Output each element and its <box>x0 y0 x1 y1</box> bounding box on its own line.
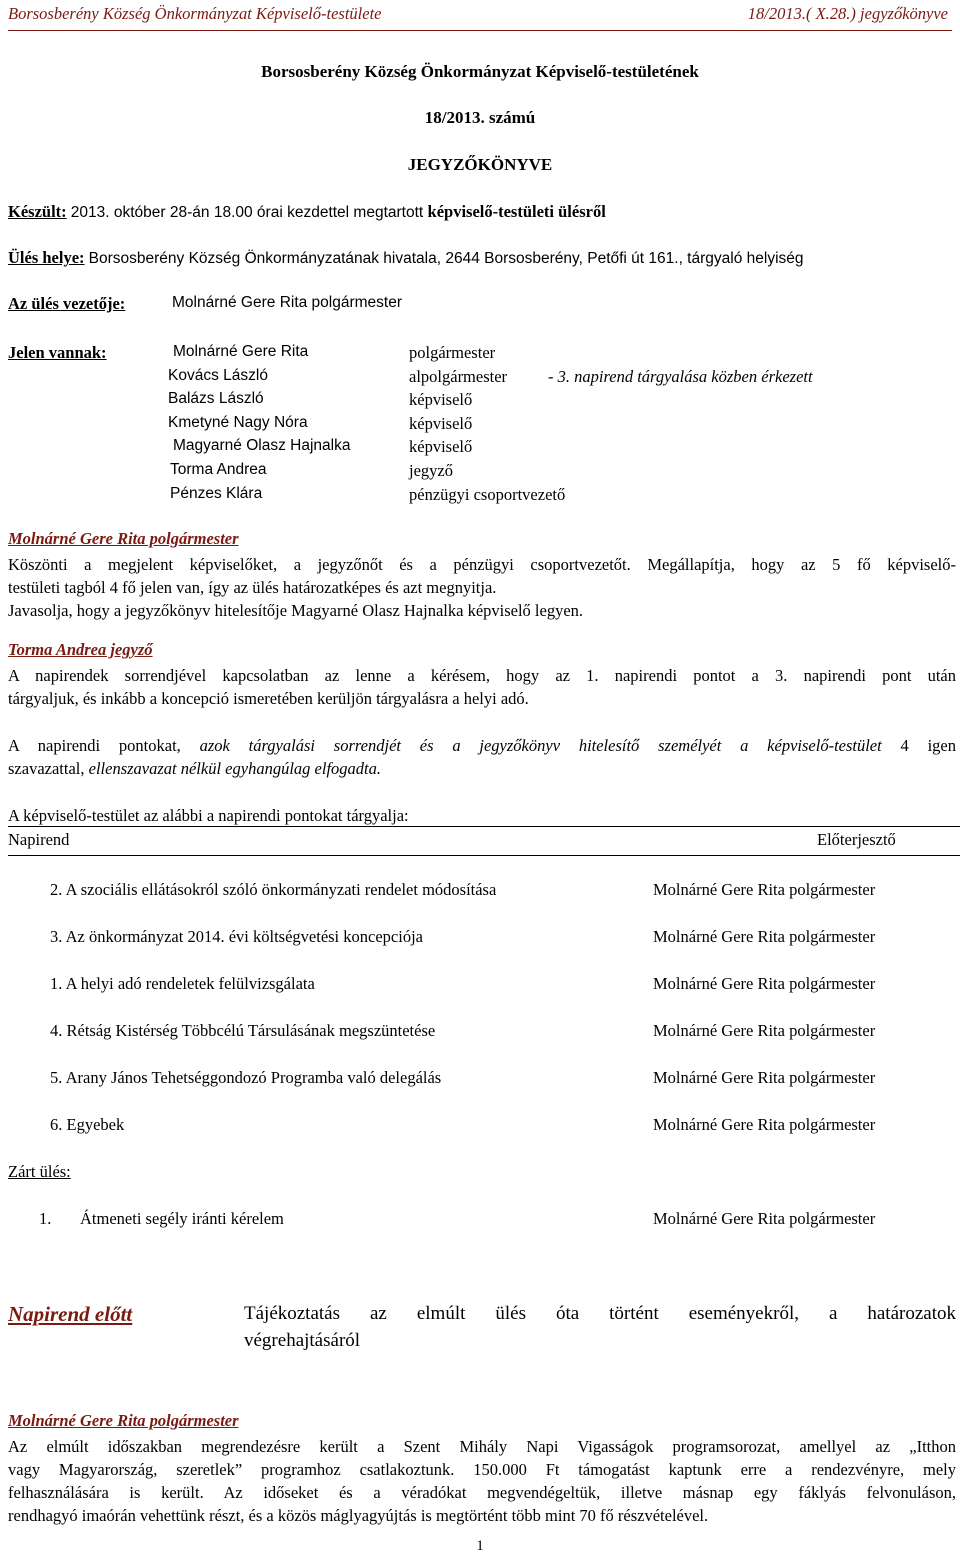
paragraph-line: testületi tagból 4 fő jelen van, így az ülés határozatképes és azt megnyitja. <box>8 578 497 597</box>
running-header-left: Borsosberény Község Önkormányzat Képviselő-testülete <box>8 4 382 23</box>
paragraph-line: Köszönti a megjelent képviselőket, a jegyzőnőt és a pénzügyi csoportvezetőt. Megállapítja, hogy az 5 fő képviselő- <box>8 555 956 574</box>
document-title: Borsosberény Község Önkormányzat Képviselő-testületének <box>261 62 699 81</box>
attendee-role: képviselő <box>409 437 473 457</box>
closed-session-label: Zárt ülés: <box>8 1162 71 1181</box>
napirend-elott-label: Napirend előtt <box>8 1302 133 1326</box>
vezeto-text: Molnárné Gere Rita polgármester <box>172 294 403 311</box>
agenda-rule-top <box>8 826 960 827</box>
speaker-notary: Torma Andrea jegyző <box>8 640 153 659</box>
agenda-item-title: 3. Az önkormányzat 2014. évi költségvetési koncepciója <box>50 927 423 946</box>
vote-text-italic: azok tárgyalási sorrendjét és a jegyzőkönyv hitelesítő személyét a képviselő-testület <box>199 736 882 755</box>
speaker-mayor: Molnárné Gere Rita polgármester <box>8 529 239 548</box>
attendee-name: Kovács László <box>168 366 268 384</box>
attendee-role: pénzügyi csoportvezető <box>409 484 566 504</box>
running-header-right: 18/2013.( X.28.) jegyzőkönyve <box>747 4 948 23</box>
vote-count: 4 igen <box>900 736 957 755</box>
agenda-item-presenter: Molnárné Gere Rita polgármester <box>653 880 876 899</box>
header-rule <box>8 30 952 31</box>
paragraph-line: tárgyaljuk, és inkább a koncepció ismeretében kerüljön tárgyalásra a helyi adó. <box>8 689 529 708</box>
hely-label: Ülés helye: <box>8 248 85 267</box>
document-type: JEGYZŐKÖNYVE <box>407 155 553 174</box>
paragraph-events <box>8 1435 956 1527</box>
agenda-col-left: Napirend <box>8 830 70 849</box>
attendee-name: Balázs László <box>168 390 264 408</box>
agenda-item-title: 6. Egyebek <box>50 1115 125 1134</box>
hely-text: Borsosberény Község Önkormányzatának hivatala, 2644 Borsosberény, Petőfi út 161., tárgyaló helyiség <box>88 250 804 267</box>
agenda-item-presenter: Molnárné Gere Rita polgármester <box>653 1115 876 1134</box>
keszult-text-bold: képviselő-testületi ülésről <box>427 202 606 221</box>
closed-item-title: Átmeneti segély iránti kérelem <box>80 1209 284 1228</box>
paragraph-line: Javasolja, hogy a jegyzőkönyv hitelesítője Magyarné Olasz Hajnalka képviselő legyen. <box>8 601 584 620</box>
attendee-role: polgármester <box>409 343 496 362</box>
agenda-intro: A képviselő-testület az alábbi a napirendi pontokat tárgyalja: <box>8 806 409 825</box>
attendee-name: Torma Andrea <box>170 461 267 478</box>
paragraph-notary <box>8 664 956 710</box>
agenda-item-presenter: Molnárné Gere Rita polgármester <box>653 1021 876 1040</box>
paragraph-vote <box>8 734 956 780</box>
agenda-rule-bottom <box>8 855 960 856</box>
vote-line-1 <box>8 734 956 757</box>
closed-item-presenter: Molnárné Gere Rita polgármester <box>653 1209 876 1228</box>
vote-result: ellenszavazat nélkül egyhangúlag elfogadta. <box>88 759 381 778</box>
attendees-label: Jelen vannak: <box>8 343 107 362</box>
attendee-name: Kmetyné Nagy Nóra <box>168 413 308 431</box>
keszult-label: Készült: <box>8 202 67 221</box>
paragraph-opening <box>8 553 956 622</box>
attendee-role: jegyző <box>409 461 453 480</box>
keszult-text: 2013. október 28-án 18.00 órai kezdettel megtartott <box>70 204 428 221</box>
paragraph-line: A napirendek sorrendjével kapcsolatban az lenne a kérésem, hogy az 1. napirendi pontot a 3. napirendi pont után <box>8 666 956 685</box>
paragraph-line: Az elmúlt időszakban megrendezésre került a Szent Mihály Napi Vigasságok programsorozat, amellyel az „Itthon <box>8 1437 956 1456</box>
agenda-item-presenter: Molnárné Gere Rita polgármester <box>653 927 876 946</box>
agenda-col-right: Előterjesztő <box>817 830 896 849</box>
keszult-row <box>8 202 606 222</box>
agenda-item-title: 2. A szociális ellátásokról szóló önkormányzati rendelet módosítása <box>50 880 497 899</box>
attendee-name: Molnárné Gere Rita <box>173 343 309 360</box>
attendee-name: Pénzes Klára <box>170 484 263 502</box>
paragraph-line: felhasználására is került. Az időseket és a véradókat megvendégeltük, illetve másnap egy fáklyás felvonuláson, <box>8 1483 956 1502</box>
attendee-role: alpolgármester <box>409 366 508 386</box>
document-number: 18/2013. számú <box>424 108 536 127</box>
attendee-role: képviselő <box>409 413 473 433</box>
agenda-item-title: 4. Rétság Kistérség Többcélú Társulásának megszüntetése <box>50 1021 436 1040</box>
attendee-role: képviselő <box>409 390 473 410</box>
paragraph-line: rendhagyó imaórán vehettünk részt, és a közös máglyagyújtás is megtörtént több mint 70 fő részvételével. <box>8 1506 709 1525</box>
page-number: 1 <box>476 1538 484 1554</box>
vote-text: szavazattal, <box>8 759 85 778</box>
paragraph-line: vagy Magyarország, szeretlek” programhoz csatlakoztunk. 150.000 Ft támogatást kaptunk erre a rendezvényre, mely <box>8 1460 956 1479</box>
agenda-item-title: 1. A helyi adó rendeletek felülvizsgálata <box>50 974 315 993</box>
vezeto-row <box>8 294 125 314</box>
closed-item-number: 1. <box>39 1209 52 1228</box>
hely-row <box>8 248 804 268</box>
agenda-item-title: 5. Arany János Tehetséggondozó Programba való delegálás <box>50 1068 442 1087</box>
vote-text: A napirendi pontokat, <box>8 736 181 755</box>
attendee-name: Magyarné Olasz Hajnalka <box>173 437 351 455</box>
attendee-note: - 3. napirend tárgyalása közben érkezett <box>548 366 813 386</box>
vote-line-2 <box>8 757 956 780</box>
napirend-elott-line-2: végrehajtásáról <box>244 1330 361 1351</box>
napirend-elott-line-1: Tájékoztatás az elmúlt ülés óta történt eseményekről, a határozatok <box>244 1303 956 1324</box>
agenda-item-presenter: Molnárné Gere Rita polgármester <box>653 974 876 993</box>
speaker-mayor-2: Molnárné Gere Rita polgármester <box>8 1411 239 1430</box>
agenda-item-presenter: Molnárné Gere Rita polgármester <box>653 1068 876 1087</box>
vezeto-label: Az ülés vezetője: <box>8 294 126 313</box>
